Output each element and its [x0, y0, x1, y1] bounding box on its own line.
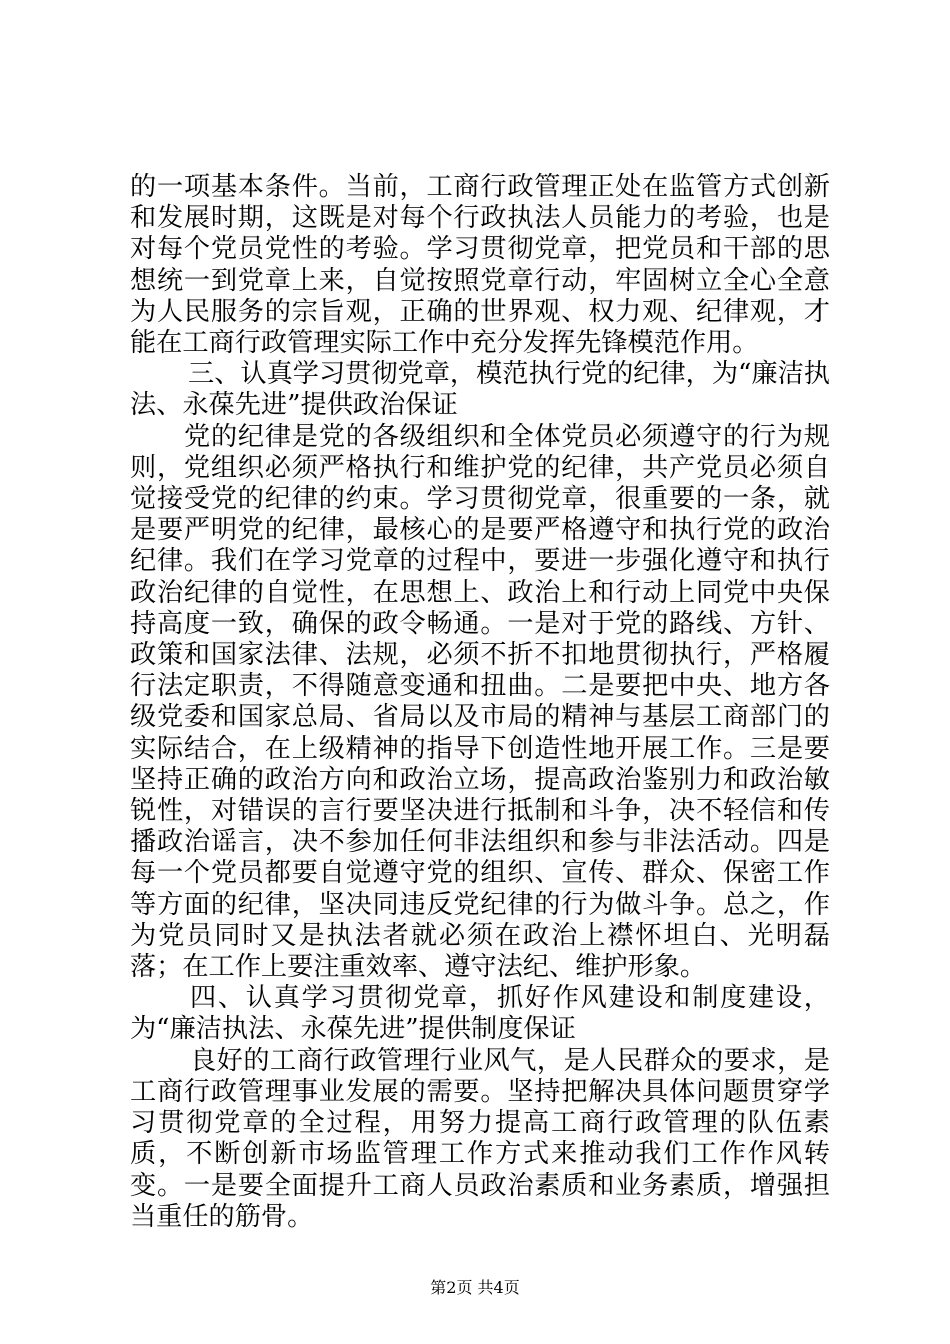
section-heading-3: 三、认真学习贯彻党章，模范执行党的纪律，为“廉洁执法、永葆先进”提供政治保证	[130, 359, 830, 421]
section-heading-4: 四、认真学习贯彻党章，抓好作风建设和制度建设，为“廉洁执法、永葆先进”提供制度保证	[130, 983, 830, 1045]
page-number: 第2页 共4页	[430, 1278, 520, 1297]
paragraph-continuation: 的一项基本条件。当前，工商行政管理正处在监管方式创新和发展时期，这既是对每个行政执法人员能力的考验，也是对每个党员党性的考验。学习贯彻党章，把党员和干部的思想统一到党章上来，自觉按照党章行动，牢固树立全心全意为人民服务的宗旨观，正确的世界观、权力观、纪律观，才能在工商行政管理实际工作中充分发挥先锋模范作用。	[130, 172, 830, 359]
document-body	[130, 172, 830, 1233]
page-footer	[0, 1275, 950, 1298]
paragraph-work-style: 良好的工商行政管理行业风气，是人民群众的要求，是工商行政管理事业发展的需要。坚持把解决具体问题贯穿学习贯彻党章的全过程，用努力提高工商行政管理的队伍素质，不断创新市场监管理工作方式来推动我们工作作风转变。一是要全面提升工商人员政治素质和业务素质，增强担当重任的筋骨。	[130, 1045, 830, 1232]
paragraph-discipline: 党的纪律是党的各级组织和全体党员必须遵守的行为规则，党组织必须严格执行和维护党的纪律，共产党员必须自觉接受党的纪律的约束。学习贯彻党章，很重要的一条，就是要严明党的纪律，最核心的是要严格遵守和执行党的政治纪律。我们在学习党章的过程中，要进一步强化遵守和执行政治纪律的自觉性，在思想上、政治上和行动上同党中央保持高度一致，确保的政令畅通。一是对于党的路线、方针、政策和国家法律、法规，必须不折不扣地贯彻执行，严格履行法定职责，不得随意变通和扭曲。二是要把中央、地方各级党委和国家总局、省局以及市局的精神与基层工商部门的实际结合，在上级精神的指导下创造性地开展工作。三是要坚持正确的政治方向和政治立场，提高政治鉴别力和政治敏锐性，对错误的言行要坚决进行抵制和斗争，决不轻信和传播政治谣言，决不参加任何非法组织和参与非法活动。四是每一个党员都要自觉遵守党的组织、宣传、群众、保密工作等方面的纪律，坚决同违反党纪律的行为做斗争。总之，作为党员同时又是执法者就必须在政治上襟怀坦白、光明磊落；在工作上要注重效率、遵守法纪、维护形象。	[130, 421, 830, 983]
